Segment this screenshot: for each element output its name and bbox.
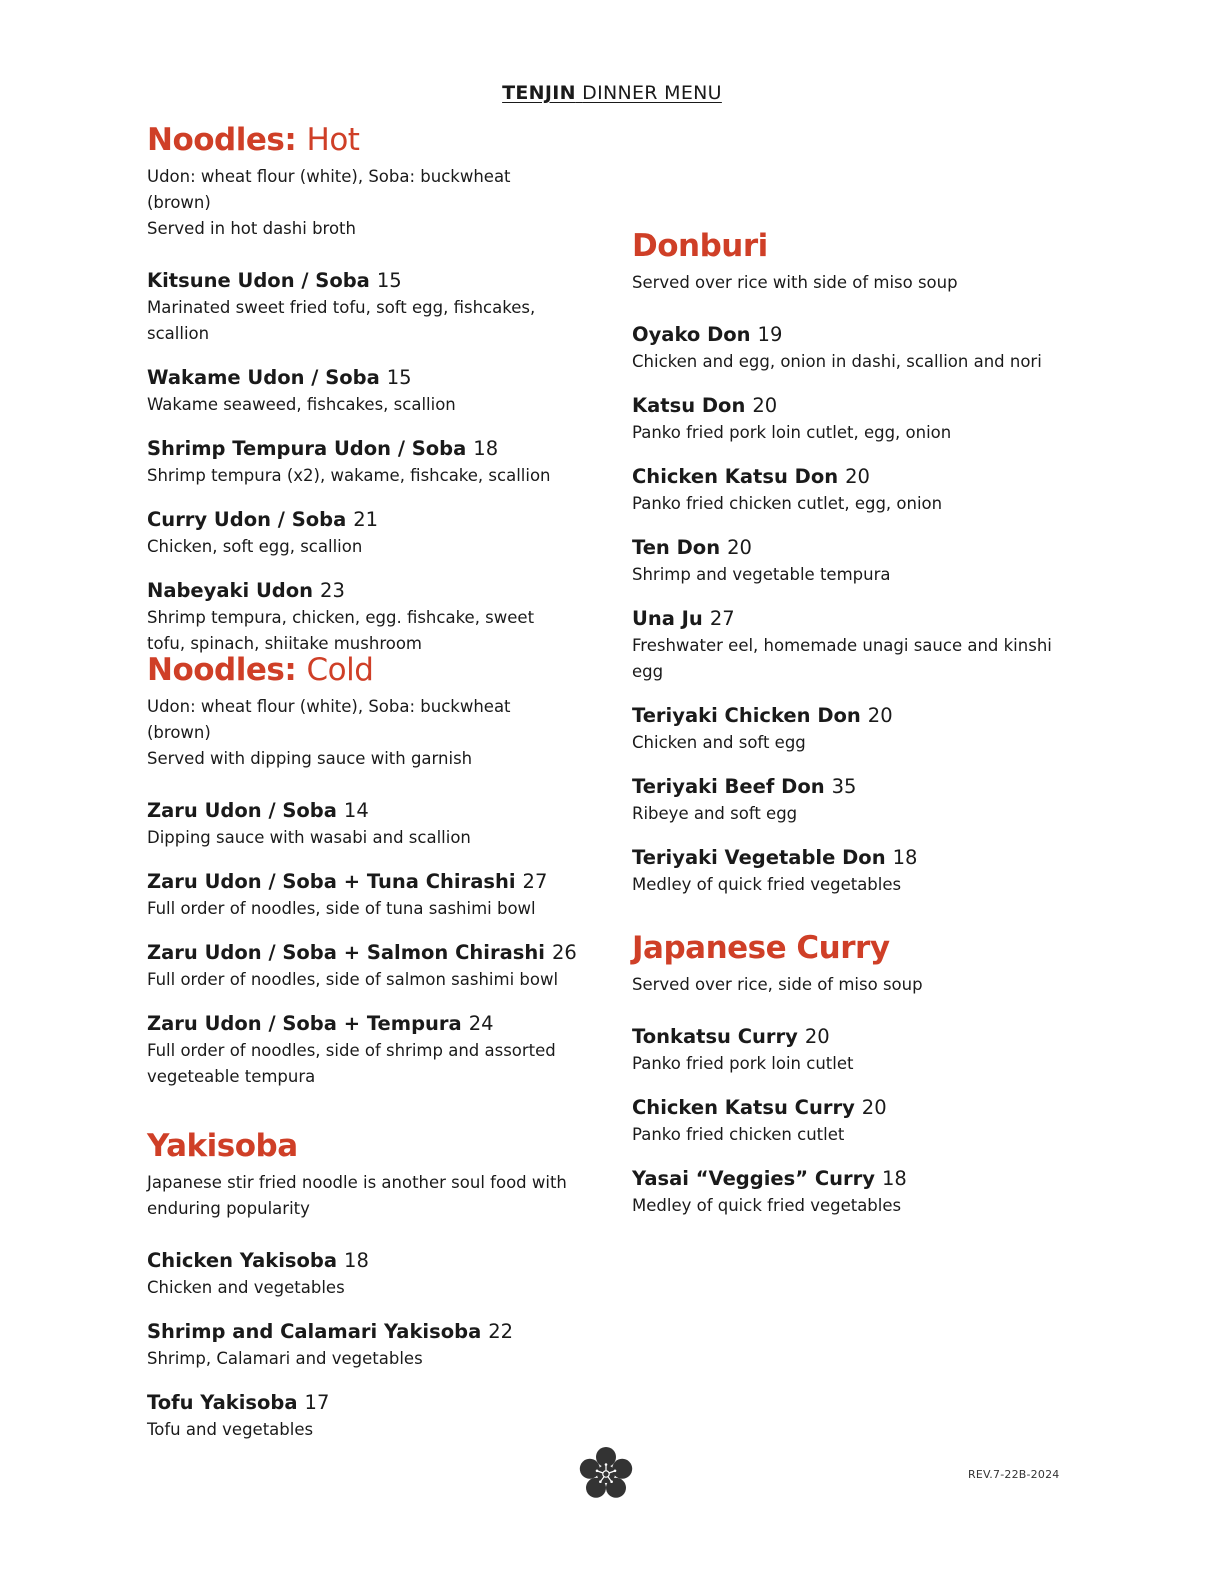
section-title — [632, 228, 1072, 264]
menu-item-name: Oyako Don — [632, 323, 751, 346]
menu-item-heading — [632, 606, 1072, 632]
menu-item — [147, 940, 577, 993]
menu-item-heading — [632, 774, 1072, 800]
menu-item-heading — [147, 1319, 577, 1345]
menu-title: DINNER MENU — [582, 82, 722, 104]
menu-item-name: Zaru Udon / Soba — [147, 799, 337, 822]
menu-item-name: Wakame Udon / Soba — [147, 366, 380, 389]
menu-item-description: Wakame seaweed, fishcakes, scallion — [147, 395, 456, 414]
menu-item-heading — [147, 869, 577, 895]
menu-item-name: Zaru Udon / Soba + Tuna Chirashi — [147, 870, 516, 893]
menu-item-description: Panko fried pork loin cutlet — [632, 1054, 854, 1073]
menu-item — [147, 1011, 577, 1090]
section-noodles-cold — [147, 652, 577, 1108]
menu-item-name: Zaru Udon / Soba + Tempura — [147, 1012, 462, 1035]
menu-item-heading — [147, 507, 577, 533]
menu-item-name: Curry Udon / Soba — [147, 508, 347, 531]
menu-item-price: 17 — [304, 1391, 330, 1414]
menu-item-price: 20 — [752, 394, 778, 417]
menu-item-name: Zaru Udon / Soba + Salmon Chirashi — [147, 941, 545, 964]
menu-item-description: Medley of quick fried vegetables — [632, 875, 902, 894]
menu-item-price: 24 — [468, 1012, 494, 1035]
menu-item-description: Shrimp tempura (x2), wakame, fishcake, scallion — [147, 466, 551, 485]
menu-item-heading — [147, 436, 577, 462]
menu-item-description: Shrimp, Calamari and vegetables — [147, 1349, 423, 1368]
menu-item-description: Chicken and vegetables — [147, 1278, 345, 1297]
menu-item-description: Chicken and soft egg — [632, 733, 806, 752]
menu-item — [632, 464, 1072, 517]
menu-item-name: Chicken Yakisoba — [147, 1249, 338, 1272]
menu-item-heading — [147, 365, 577, 391]
section-title — [147, 1128, 577, 1164]
menu-item-description: Freshwater eel, homemade unagi sauce and kinshi egg — [632, 636, 1052, 681]
menu-item-price: 26 — [551, 941, 577, 964]
menu-item-price: 15 — [386, 366, 412, 389]
menu-item-price: 18 — [473, 437, 499, 460]
menu-item — [147, 1319, 577, 1372]
menu-item-heading — [632, 703, 1072, 729]
section-yakisoba — [147, 1128, 577, 1461]
menu-item-list — [147, 1248, 577, 1443]
menu-item — [632, 606, 1072, 685]
section-title-bold: Noodles: — [147, 652, 297, 688]
menu-item-price: 15 — [376, 269, 402, 292]
section-title-bold: Noodles: — [147, 122, 297, 158]
menu-item-name: Kitsune Udon / Soba — [147, 269, 370, 292]
section-title — [147, 652, 577, 688]
menu-item-description: Shrimp and vegetable tempura — [632, 565, 891, 584]
menu-item — [632, 322, 1072, 375]
menu-item-heading — [632, 322, 1072, 348]
menu-item-name: Nabeyaki Udon — [147, 579, 314, 602]
menu-item-name: Katsu Don — [632, 394, 746, 417]
menu-item-heading — [147, 1248, 577, 1274]
menu-item-description: Panko fried chicken cutlet, egg, onion — [632, 494, 943, 513]
menu-item — [147, 436, 577, 489]
menu-item-heading — [147, 940, 577, 966]
menu-item — [632, 703, 1072, 756]
section-title-light: Cold — [306, 652, 374, 688]
menu-item-heading — [147, 798, 577, 824]
menu-item — [632, 774, 1072, 827]
menu-item-name: Teriyaki Beef Don — [632, 775, 825, 798]
section-donburi — [632, 228, 1072, 916]
menu-item-heading — [147, 1390, 577, 1416]
section-title-bold: Donburi — [632, 228, 768, 264]
menu-item-name: Yasai “Veggies” Curry — [632, 1167, 875, 1190]
menu-item-description: Tofu and vegetables — [147, 1420, 314, 1439]
menu-item-heading — [632, 1095, 1072, 1121]
menu-item-heading — [147, 578, 577, 604]
menu-item-description: Panko fried chicken cutlet — [632, 1125, 845, 1144]
menu-item-description: Ribeye and soft egg — [632, 804, 798, 823]
menu-item-price: 27 — [709, 607, 735, 630]
menu-item — [632, 1166, 1072, 1219]
menu-item-name: Teriyaki Chicken Don — [632, 704, 861, 727]
menu-item-description: Marinated sweet fried tofu, soft egg, fishcakes, scallion — [147, 298, 536, 343]
menu-item-name: Tofu Yakisoba — [147, 1391, 298, 1414]
section-description: Served over rice with side of miso soup — [632, 273, 958, 292]
menu-item-description: Full order of noodles, side of shrimp and assorted vegeteable tempura — [147, 1041, 556, 1086]
menu-item-description: Chicken and egg, onion in dashi, scallion and nori — [632, 352, 1042, 371]
menu-item — [147, 1248, 577, 1301]
menu-item-name: Chicken Katsu Curry — [632, 1096, 855, 1119]
menu-item-name: Ten Don — [632, 536, 721, 559]
menu-item-name: Shrimp Tempura Udon / Soba — [147, 437, 467, 460]
plum-blossom-icon — [578, 1446, 634, 1502]
menu-item-heading — [632, 845, 1072, 871]
section-title — [632, 930, 1072, 966]
menu-item-price: 20 — [845, 465, 870, 488]
menu-item — [632, 845, 1072, 898]
menu-item-name: Shrimp and Calamari Yakisoba — [147, 1320, 482, 1343]
menu-item-price: 21 — [353, 508, 379, 531]
menu-item-name: Chicken Katsu Don — [632, 465, 839, 488]
menu-item-heading — [147, 268, 577, 294]
menu-item-description: Full order of noodles, side of salmon sashimi bowl — [147, 970, 559, 989]
menu-item-description: Panko fried pork loin cutlet, egg, onion — [632, 423, 952, 442]
menu-item-price: 18 — [881, 1167, 907, 1190]
menu-item-price: 19 — [757, 323, 783, 346]
menu-item-price: 20 — [804, 1025, 830, 1048]
menu-item-description: Medley of quick fried vegetables — [632, 1196, 902, 1215]
section-japanese-curry — [632, 930, 1072, 1237]
section-title-bold: Yakisoba — [147, 1128, 298, 1164]
menu-item-heading — [632, 1166, 1072, 1192]
section-description: Udon: wheat flour (white), Soba: buckwheat (brown) Served with dipping sauce with garnish — [147, 697, 511, 768]
menu-item-heading — [632, 535, 1072, 561]
menu-item-heading — [632, 464, 1072, 490]
menu-header — [0, 82, 1224, 104]
menu-item — [147, 1390, 577, 1443]
menu-item — [147, 869, 577, 922]
section-noodles-hot — [147, 122, 577, 675]
menu-item-price: 27 — [522, 870, 548, 893]
menu-item-price: 20 — [727, 536, 752, 559]
section-title — [147, 122, 577, 158]
menu-item — [147, 365, 577, 418]
section-title-light: Hot — [306, 122, 360, 158]
menu-item-price: 22 — [488, 1320, 514, 1343]
menu-item-description: Shrimp tempura, chicken, egg. fishcake, sweet tofu, spinach, shiitake mushroom — [147, 608, 535, 653]
menu-item — [147, 268, 577, 347]
menu-item-list — [147, 798, 577, 1090]
section-title-bold: Japanese Curry — [632, 930, 890, 966]
menu-item-description: Dipping sauce with wasabi and scallion — [147, 828, 471, 847]
menu-item-name: Teriyaki Vegetable Don — [632, 846, 886, 869]
menu-item-description: Chicken, soft egg, scallion — [147, 537, 363, 556]
section-description: Japanese stir fried noodle is another soul food with enduring popularity — [147, 1173, 567, 1218]
menu-item-heading — [632, 1024, 1072, 1050]
section-description: Served over rice, side of miso soup — [632, 975, 923, 994]
menu-item — [147, 798, 577, 851]
menu-item — [147, 578, 577, 657]
menu-item — [147, 507, 577, 560]
menu-item-list — [632, 322, 1072, 898]
menu-item-name: Tonkatsu Curry — [632, 1025, 798, 1048]
menu-item-price: 14 — [343, 799, 369, 822]
menu-item-price: 35 — [831, 775, 857, 798]
menu-item — [632, 1095, 1072, 1148]
menu-item — [632, 535, 1072, 588]
menu-item-list — [632, 1024, 1072, 1219]
menu-item — [632, 393, 1072, 446]
revision-code: REV.7-22B-2024 — [968, 1468, 1060, 1481]
menu-item-price: 18 — [892, 846, 918, 869]
menu-item-price: 20 — [861, 1096, 887, 1119]
menu-item-description: Full order of noodles, side of tuna sashimi bowl — [147, 899, 536, 918]
menu-item-name: Una Ju — [632, 607, 703, 630]
section-description: Udon: wheat flour (white), Soba: buckwheat (brown) Served in hot dashi broth — [147, 167, 511, 238]
menu-item-list — [147, 268, 577, 657]
restaurant-name: TENJIN — [502, 82, 576, 104]
menu-item-price: 23 — [320, 579, 345, 602]
menu-item-heading — [147, 1011, 577, 1037]
menu-item-heading — [632, 393, 1072, 419]
menu-item-price: 20 — [867, 704, 893, 727]
menu-item — [632, 1024, 1072, 1077]
menu-item-price: 18 — [344, 1249, 369, 1272]
